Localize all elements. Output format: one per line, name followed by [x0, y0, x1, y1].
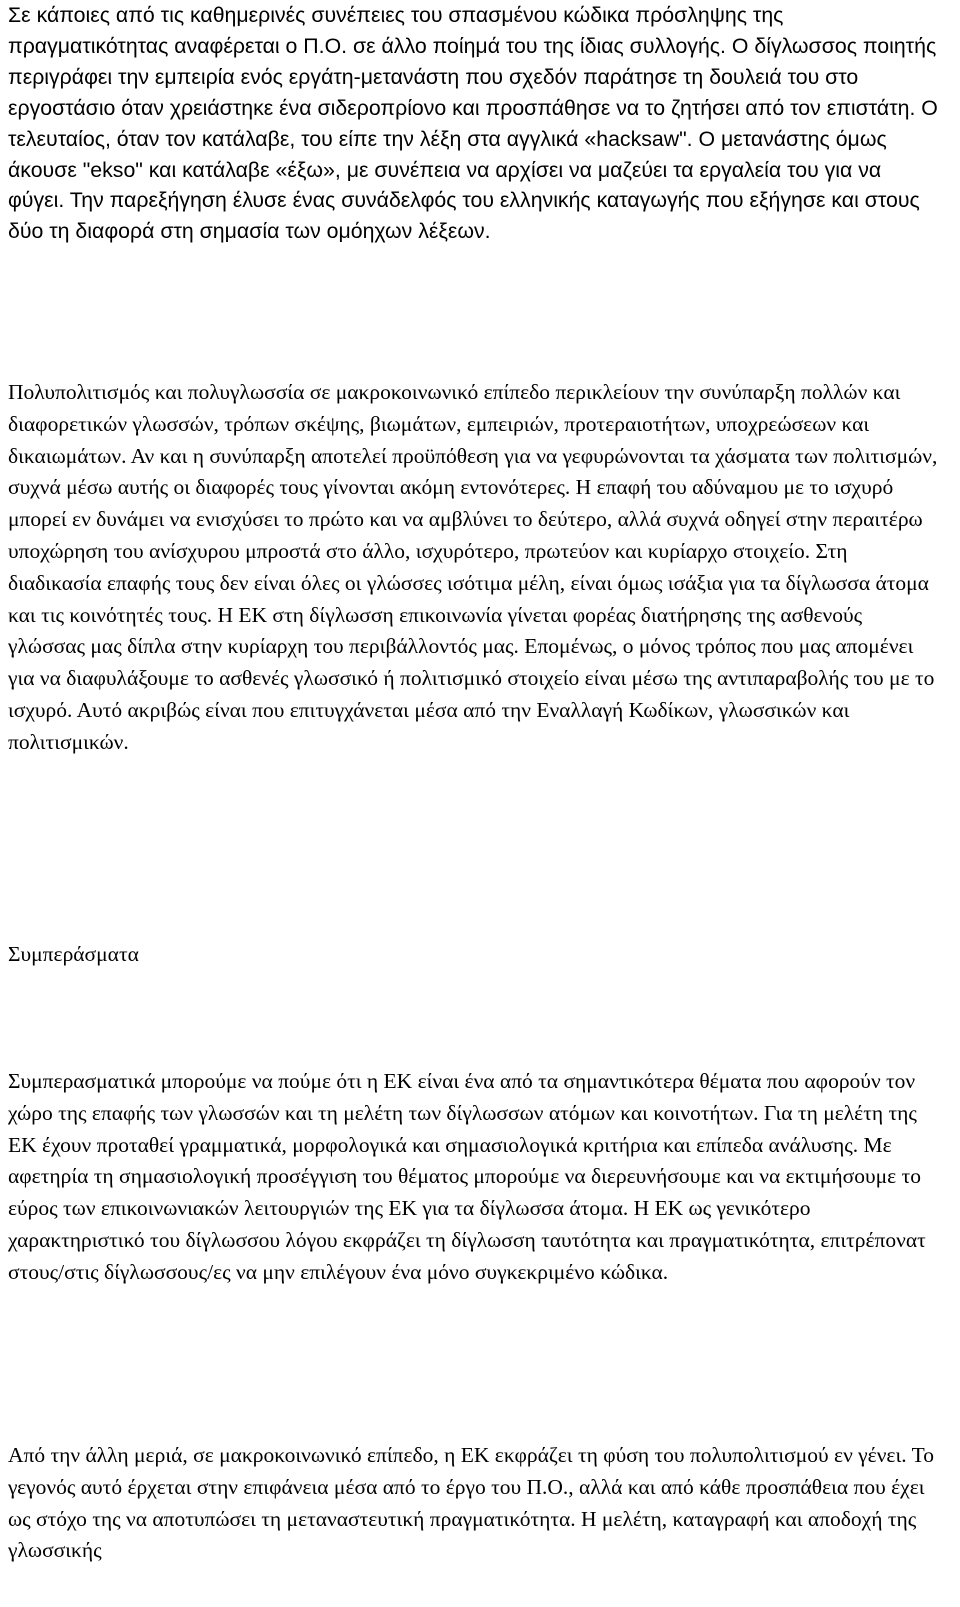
- paragraph-code-misunderstanding: Σε κάποιες από τις καθημερινές συνέπειες του σπασμένου κώδικα πρόσληψης της πραγματικότητας αναφέρεται ο Π.Ο. σε άλλο ποίημά του της ίδιας συλλογής. Ο δίγλωσσος ποιητής περιγράφει την εμπειρία ενός εργάτη-μετανάστη που σχεδόν παράτησε τη δουλειά του στο εργοστάσιο όταν χρειάστηκε ένα σιδεροπρίονο και προσπάθησε να το ζητήσει από τον επιστάτη. Ο τελευταίος, όταν τον κατάλαβε, του είπε την λέξη στα αγγλικά «hacksaw". Ο μετανάστης όμως άκουσε "ekso" και κατάλαβε «έξω», με συνέπεια να αρχίσει να μαζεύει τα εργαλεία του για να φύγει. Την παρεξήγηση έλυσε ένας συνάδελφός του ελληνικής καταγωγής που εξήγησε και στους δύο τη διαφορά στη σημασία των ομόηχων λέξεων.: [8, 3, 938, 244]
- paragraph-macro-level: Από την άλλη μεριά, σε μακροκοινωνικό επίπεδο, η ΕΚ εκφράζει τη φύση του πολυπολιτισμού εν γένει. Το γεγονός αυτό έρχεται στην επιφάνεια μέσα από το έργο του Π.Ο., αλλά και από κάθε προσπάθεια που έχει ως στόχο της να αποτυπώσει τη μεταναστευτική πραγματικότητα. Η μελέτη, καταγραφή και αποδοχή της γλωσσικής: [8, 1443, 935, 1563]
- section-heading-conclusions: Συμπεράσματα: [8, 942, 139, 966]
- paragraph-conclusions: Συμπερασματικά μπορούμε να πούμε ότι η ΕΚ είναι ένα από τα σημαντικότερα θέματα που αφορούν τον χώρο της επαφής των γλωσσών και τη μελέτη των δίγλωσσων ατόμων και κοινοτήτων. Για τη μελέτη της ΕΚ έχουν προταθεί γραμματικά, μορφολογικά και σημασιολογικά κριτήρια και επίπεδα ανάλυσης. Με αφετηρία τη σημασιολογική προσέγγιση του θέματος μπορούμε να διερευνήσουμε και να εκτιμήσουμε το εύρος των επικοινωνιακών λειτουργιών της ΕΚ για τα δίγλωσσα άτομα. Η ΕΚ ως γενικότερο χαρακτηριστικό του δίγλωσσου λόγου εκφράζει τη δίγλωσση ταυτότητα και πραγματικότητα, επιτρέπονατ στους/στις δίγλωσσους/ες να μην επιλέγουν ένα μόνο συγκεκριμένο κώδικα.: [8, 1069, 926, 1284]
- paragraph-multiculturalism: Πολυπολιτισμός και πολυγλωσσία σε μακροκοινωνικό επίπεδο περικλείουν την συνύπαρξη πολλών και διαφορετικών γλωσσών, τρόπων σκέψης, βιωμάτων, εμπειριών, προτεραιοτήτων, υποχρεώσεων και δικαιωμάτων. Αν και η συνύπαρξη αποτελεί προϋπόθεση για να γεφυρώνονται τα χάσματα των πολιτισμών, συχνά μέσω αυτής οι διαφορές τους γίνονται ακόμη εντονότερες. Η επαφή του αδύναμου με το ισχυρό μπορεί εν δυνάμει να ενισχύσει το πρώτο και να αμβλύνει το δεύτερο, αλλά συχνά οδηγεί στην περαιτέρω υποχώρηση του ανίσχυρου μπροστά στο άλλο, ισχυρότερο, πρωτεύον και κυρίαρχο στοιχείο. Στη διαδικασία επαφής τους δεν είναι όλες οι γλώσσες ισότιμα μέλη, είναι όμως ισάξια για τα δίγλωσσα άτομα και τις κοινότητές τους. Η ΕΚ στη δίγλωσση επικοινωνία γίνεται φορέας διατήρησης της ασθενούς γλώσσας μας δίπλα στην κυρίαρχη του περιβάλλοντός μας. Επομένως, ο μόνος τρόπος που μας απομένει για να διαφυλάξουμε το ασθενές γλωσσικό ή πολιτισμικό στοιχείο είναι μέσω της αντιπαραβολής του με το ισχυρό. Αυτό ακριβώς είναι που επιτυγχάνεται μέσα από την Εναλλαγή Κωδίκων, γλωσσικών και πολιτισμικών.: [8, 380, 938, 754]
